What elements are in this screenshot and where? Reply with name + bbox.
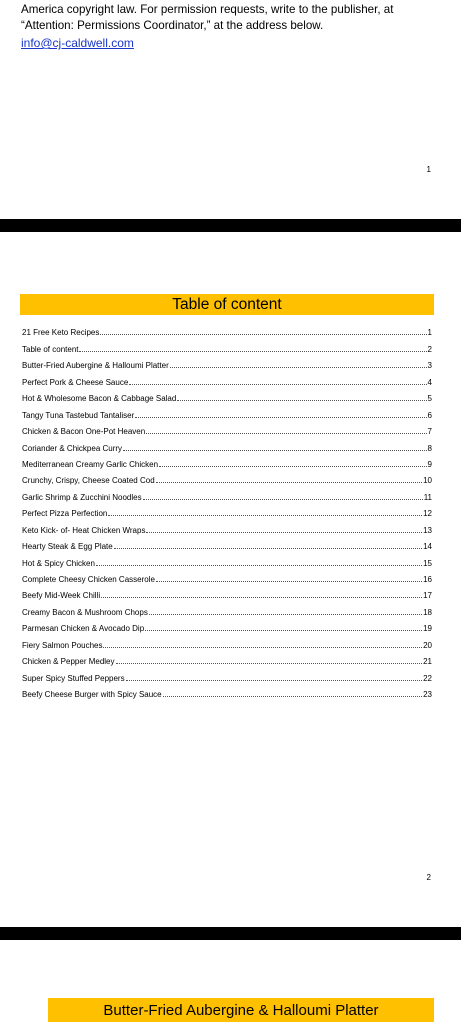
dot-leader bbox=[103, 647, 422, 648]
toc-entry-title: 21 Free Keto Recipes bbox=[22, 328, 100, 338]
toc-entry-page: 23 bbox=[423, 690, 432, 700]
toc-entry[interactable] bbox=[22, 683, 432, 699]
dot-leader bbox=[123, 450, 427, 451]
toc-entry[interactable] bbox=[22, 535, 432, 551]
dot-leader bbox=[108, 515, 422, 516]
toc-entry-page: 19 bbox=[423, 624, 432, 634]
toc-entry-page: 6 bbox=[427, 410, 432, 420]
toc-entry-page: 5 bbox=[427, 394, 432, 404]
dot-leader bbox=[159, 466, 426, 467]
dot-leader bbox=[100, 334, 426, 335]
toc-entry-page: 18 bbox=[423, 607, 432, 617]
dot-leader bbox=[156, 581, 422, 582]
toc-entry-page: 8 bbox=[427, 443, 432, 453]
toc-entry-page: 22 bbox=[423, 673, 432, 683]
toc-entry[interactable] bbox=[22, 403, 432, 419]
toc-entry-title: Chicken & Pepper Medley bbox=[22, 657, 115, 667]
toc-entry[interactable] bbox=[22, 502, 432, 518]
toc-entry-title: Table of content bbox=[22, 344, 79, 354]
toc-entry-page: 7 bbox=[427, 427, 432, 437]
dot-leader bbox=[96, 565, 422, 566]
dot-leader bbox=[177, 400, 426, 401]
dot-leader bbox=[79, 351, 426, 352]
toc-entry-page: 13 bbox=[423, 525, 432, 535]
toc-entry[interactable] bbox=[22, 666, 432, 682]
dot-leader bbox=[116, 663, 423, 664]
page-number: 2 bbox=[426, 873, 431, 882]
toc-entry[interactable] bbox=[22, 633, 432, 649]
dot-leader bbox=[126, 680, 423, 681]
toc-entry-title: Mediterranean Creamy Garlic Chicken bbox=[22, 459, 159, 469]
toc-entry-title: Hearty Steak & Egg Plate bbox=[22, 542, 113, 552]
toc-entry[interactable] bbox=[22, 650, 432, 666]
toc-entry[interactable] bbox=[22, 420, 432, 436]
dot-leader bbox=[163, 696, 422, 697]
toc-entry-page: 17 bbox=[423, 591, 432, 601]
toc-entry-title: Creamy Bacon & Mushroom Chops bbox=[22, 607, 148, 617]
toc-entry-title: Garlic Shrimp & Zucchini Noodles bbox=[22, 492, 142, 502]
toc-entry-title: Tangy Tuna Tastebud Tantaliser bbox=[22, 410, 135, 420]
toc-entry-title: Perfect Pork & Cheese Sauce bbox=[22, 377, 129, 387]
page-separator bbox=[0, 927, 461, 940]
dot-leader bbox=[129, 384, 426, 385]
toc-entry-page: 1 bbox=[427, 328, 432, 338]
toc-entry-title: Keto Kick- of- Heat Chicken Wraps bbox=[22, 525, 146, 535]
toc-entry-title: Beefy Cheese Burger with Spicy Sauce bbox=[22, 690, 162, 700]
dot-leader bbox=[146, 433, 426, 434]
toc-entry-page: 3 bbox=[427, 361, 432, 371]
copyright-notice: America copyright law. For permission requests, write to the publisher, at “Attention: Permissions Coordinator,” at the address below. bbox=[21, 3, 394, 32]
dot-leader bbox=[135, 417, 426, 418]
toc-entry[interactable] bbox=[22, 321, 432, 337]
toc-entry[interactable] bbox=[22, 617, 432, 633]
toc-entry[interactable] bbox=[22, 337, 432, 353]
toc-entry-title: Complete Cheesy Chicken Casserole bbox=[22, 575, 155, 584]
toc-entry-page: 11 bbox=[423, 492, 432, 502]
toc-entry-page: 20 bbox=[423, 640, 432, 650]
toc-entry-title: Hot & Wholesome Bacon & Cabbage Salad bbox=[22, 394, 177, 404]
toc-entry[interactable] bbox=[22, 551, 432, 567]
page-number: 1 bbox=[426, 165, 431, 174]
page-separator bbox=[0, 219, 461, 232]
toc-entry-page: 15 bbox=[423, 558, 432, 568]
toc-entry-title: Hot & Spicy Chicken bbox=[22, 558, 95, 568]
toc-entry[interactable] bbox=[22, 469, 432, 485]
dot-leader bbox=[143, 499, 423, 500]
toc-entry-page: 16 bbox=[423, 575, 432, 584]
dot-leader bbox=[170, 367, 427, 368]
toc-entry-page: 12 bbox=[423, 509, 432, 519]
toc-entry[interactable] bbox=[22, 485, 432, 501]
toc-entry[interactable] bbox=[22, 436, 432, 452]
toc-entry[interactable] bbox=[22, 584, 432, 600]
toc-entry[interactable] bbox=[22, 370, 432, 386]
toc-entry-page: 9 bbox=[427, 459, 432, 469]
toc-entry[interactable] bbox=[22, 518, 432, 534]
toc-entry-title: Chicken & Bacon One-Pot Heaven bbox=[22, 427, 146, 437]
page-1 bbox=[0, 0, 461, 219]
toc-entry-title: Butter-Fried Aubergine & Halloumi Platter bbox=[22, 361, 169, 371]
toc-entry-page: 21 bbox=[423, 657, 432, 667]
dot-leader bbox=[114, 548, 422, 549]
toc-entry-title: Coriander & Chickpea Curry bbox=[22, 443, 123, 453]
dot-leader bbox=[146, 532, 422, 533]
dot-leader bbox=[101, 597, 422, 598]
toc-entry-title: Beefy Mid-Week Chilli bbox=[22, 591, 101, 601]
toc-entry[interactable] bbox=[22, 354, 432, 370]
dot-leader bbox=[156, 482, 422, 483]
email-link[interactable]: info@cj-caldwell.com bbox=[21, 36, 134, 50]
toc-entry-page: 4 bbox=[427, 377, 432, 387]
toc-entry-page: 14 bbox=[423, 542, 432, 552]
dot-leader bbox=[145, 630, 422, 631]
toc-entry[interactable] bbox=[22, 600, 432, 616]
toc-entry-title: Fiery Salmon Pouches bbox=[22, 640, 103, 650]
toc-title: Table of content bbox=[20, 294, 434, 315]
dot-leader bbox=[149, 614, 422, 615]
toc-entry-title: Super Spicy Stuffed Peppers bbox=[22, 673, 125, 683]
toc-entry[interactable] bbox=[22, 453, 432, 469]
toc-entry-title: Crunchy, Crispy, Cheese Coated Cod bbox=[22, 476, 155, 486]
toc-list bbox=[22, 321, 432, 699]
toc-entry[interactable] bbox=[22, 568, 432, 584]
toc-entry-page: 10 bbox=[423, 476, 432, 486]
toc-entry-title: Perfect Pizza Perfection bbox=[22, 509, 108, 519]
toc-entry[interactable] bbox=[22, 387, 432, 403]
chapter-heading: Butter-Fried Aubergine & Halloumi Platter bbox=[48, 998, 434, 1022]
toc-entry-page: 2 bbox=[427, 344, 432, 354]
toc-entry-title: Parmesan Chicken & Avocado Dip bbox=[22, 624, 145, 634]
